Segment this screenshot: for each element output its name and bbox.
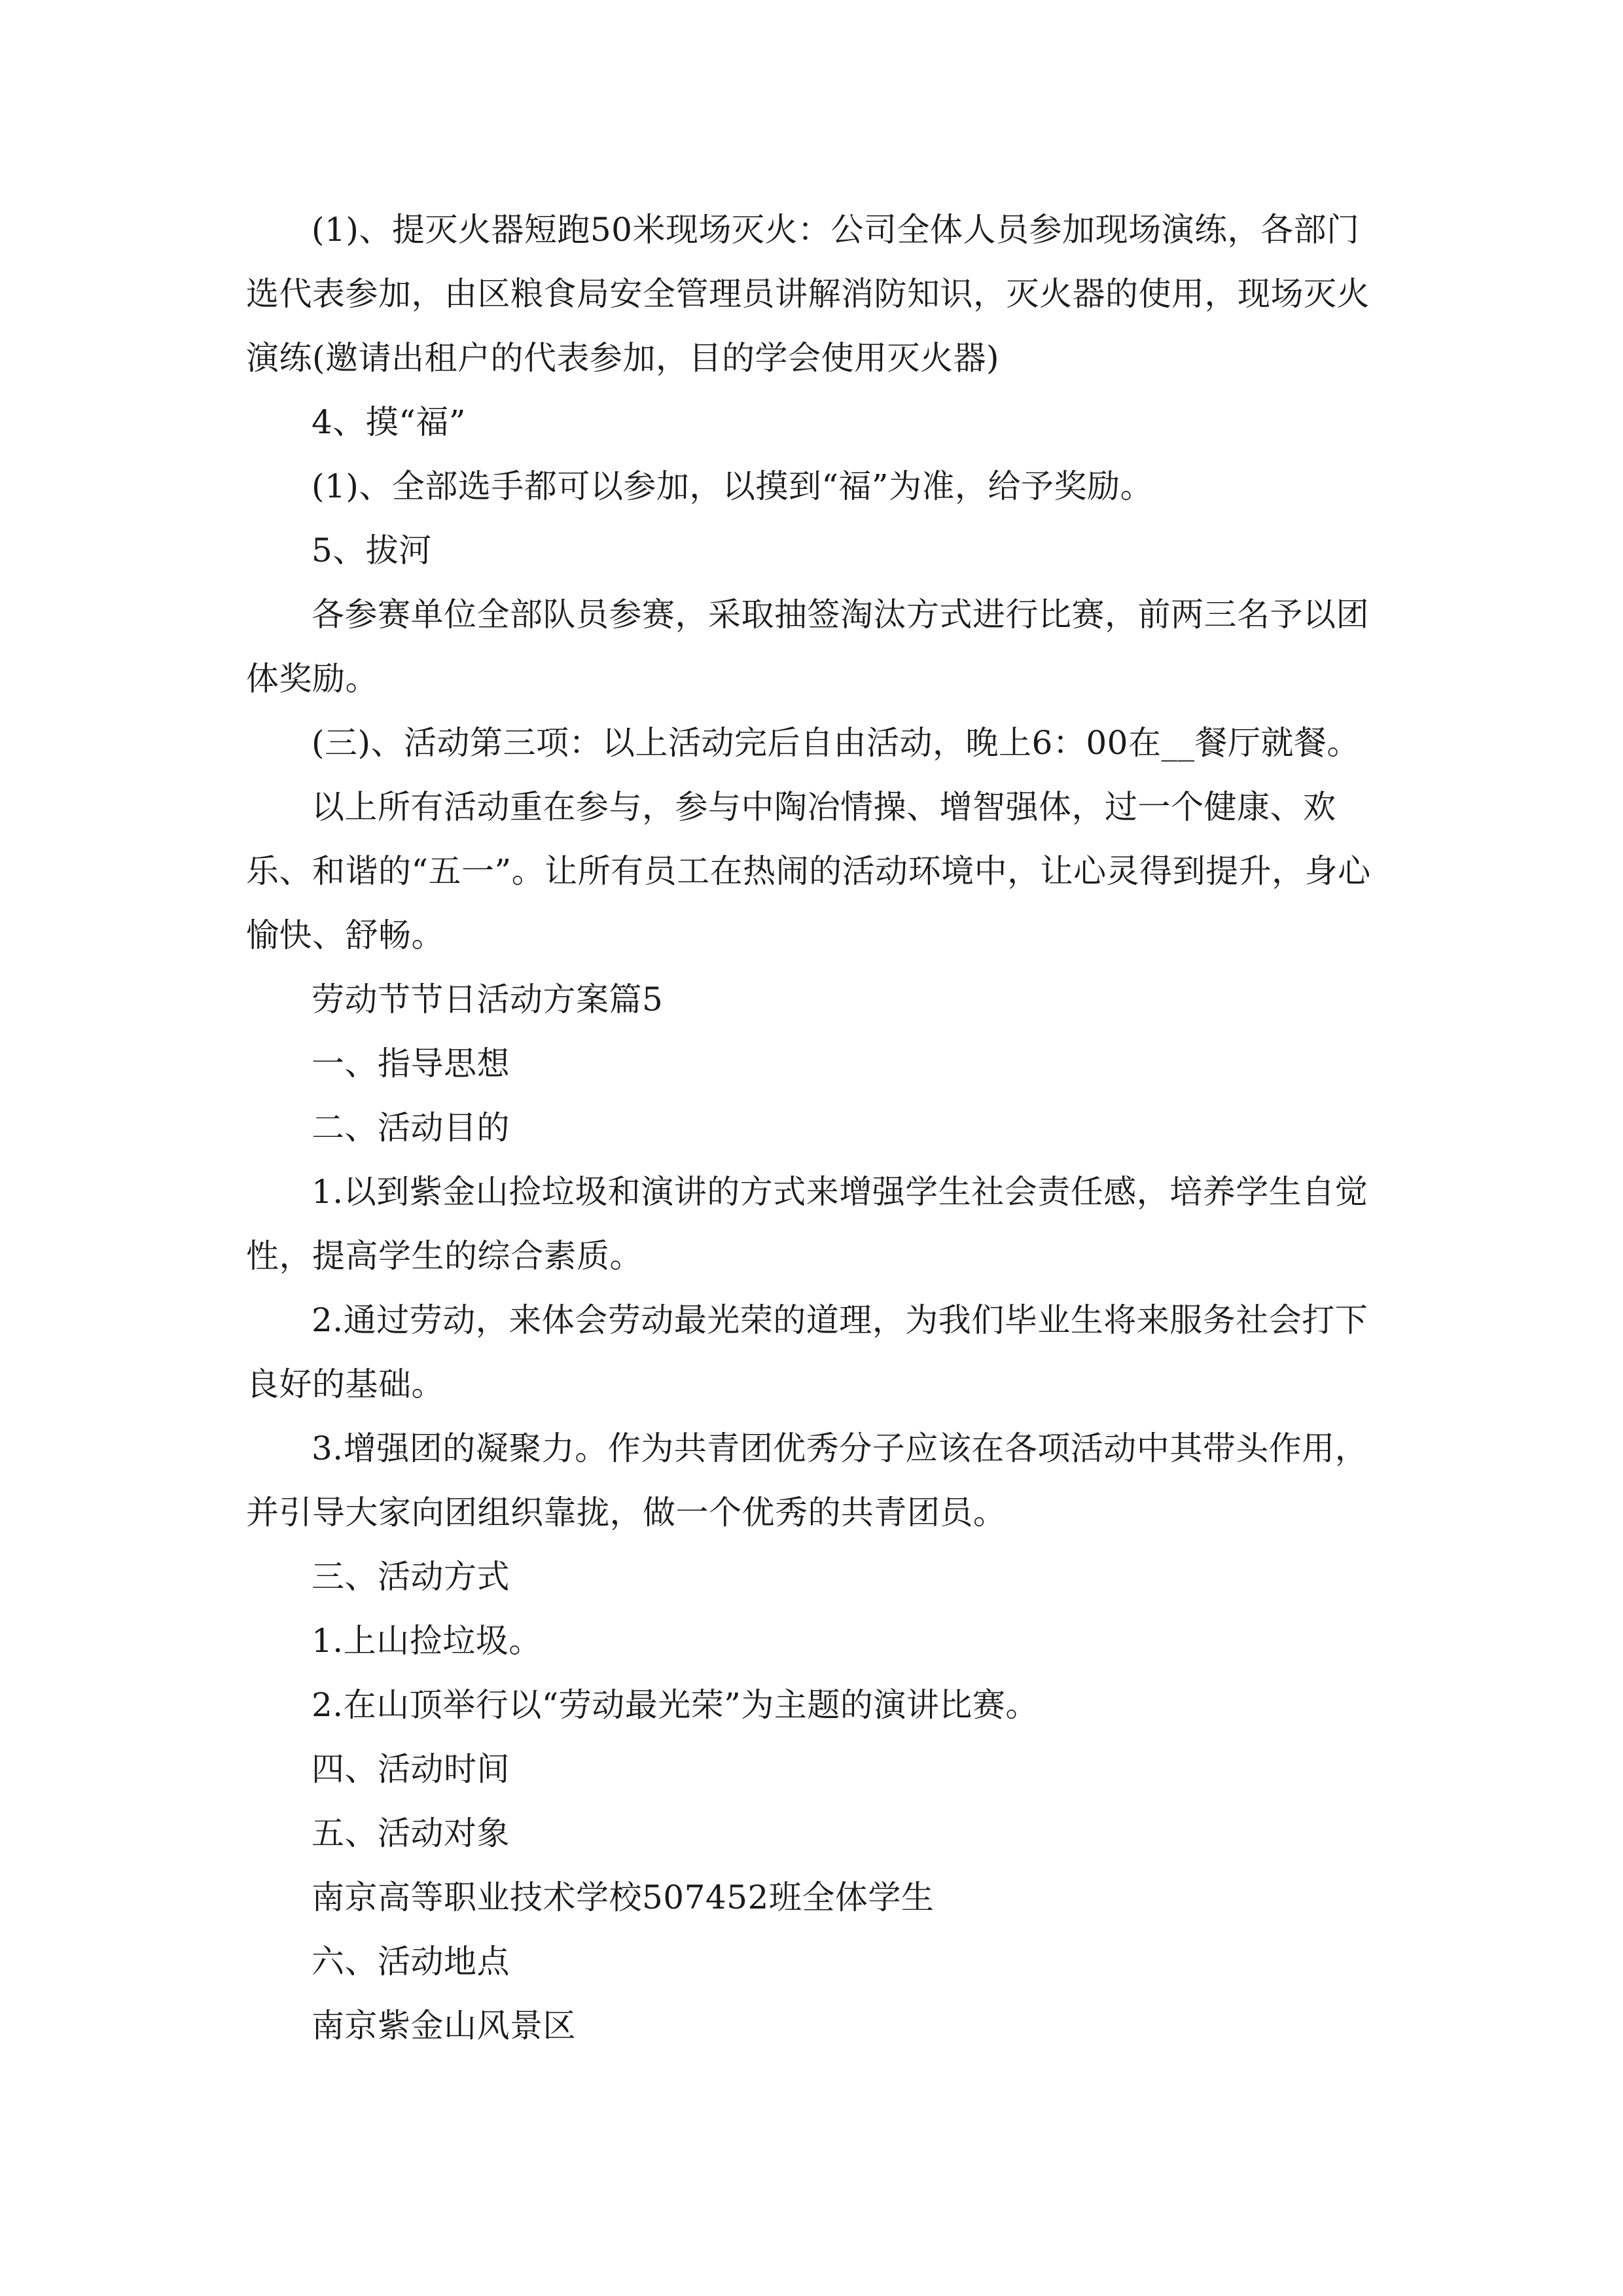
- paragraph-fire-drill: (1)、提灭火器短跑50米现场灭火：公司全体人员参加现场演练，各部门选代表参加，由区粮食局安全管理员讲解消防知识，灭火器的使用，现场灭火演练(邀请出租户的代表参加，目的学会使用灭火器): [246, 211, 1370, 377]
- heading-touch-fu: 4、摸“福”: [312, 403, 466, 441]
- purpose-item-1: 1.以到紫金山捡垃圾和演讲的方式来增强学生社会责任感，培养学生自觉性，提高学生的综合素质。: [246, 1173, 1368, 1275]
- activity-location-value: 南京紫金山风景区: [312, 2007, 576, 2045]
- purpose-item-3: 3.增强团的凝聚力。作为共青团优秀分子应该在各项活动中其带头作用，并引导大家向团组织靠拢，做一个优秀的共青团员。: [246, 1429, 1368, 1532]
- section-title-plan-5: 劳动节节日活动方案篇5: [312, 980, 664, 1018]
- heading-activity-purpose: 二、活动目的: [312, 1109, 510, 1147]
- heading-activity-target: 五、活动对象: [312, 1814, 510, 1852]
- paragraph-activity-three: (三)、活动第三项：以上活动完后自由活动，晚上6：00在__餐厅就餐。: [312, 724, 1360, 762]
- method-item-2: 2.在山顶举行以“劳动最光荣”为主题的演讲比赛。: [312, 1686, 1039, 1724]
- heading-activity-location: 六、活动地点: [312, 1943, 510, 1981]
- heading-guiding-thought: 一、指导思想: [312, 1045, 510, 1083]
- activity-target-value: 南京高等职业技术学校507452班全体学生: [312, 1878, 935, 1916]
- heading-tug-of-war: 5、拔河: [312, 531, 432, 569]
- paragraph-tug-of-war-rule: 各参赛单位全部队员参赛，采取抽签淘汰方式进行比赛，前两三名予以团体奖励。: [246, 596, 1369, 698]
- heading-activity-time: 四、活动时间: [312, 1750, 510, 1788]
- document-page: [246, 198, 1385, 2058]
- purpose-item-2: 2.通过劳动，来体会劳动最光荣的道理，为我们毕业生将来服务社会打下良好的基础。: [246, 1301, 1368, 1403]
- method-item-1: 1.上山捡垃圾。: [312, 1622, 542, 1660]
- paragraph-touch-fu-rule: (1)、全部选手都可以参加，以摸到“福”为准，给予奖励。: [312, 467, 1153, 505]
- heading-activity-method: 三、活动方式: [312, 1558, 510, 1596]
- paragraph-summary: 以上所有活动重在参与，参与中陶冶情操、增智强体，过一个健康、欢乐、和谐的“五一”。让所有员工在热闹的活动环境中，让心灵得到提升，身心愉快、舒畅。: [246, 788, 1371, 954]
